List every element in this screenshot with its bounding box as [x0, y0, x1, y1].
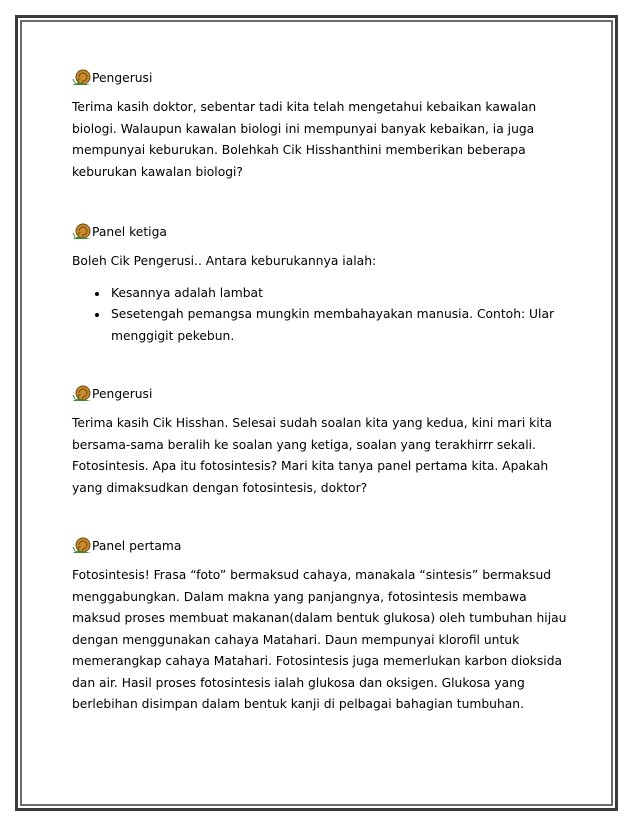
speaker-name: Pengerusi: [92, 70, 153, 85]
dialogue-section: [72, 379, 572, 499]
speaker-heading: [72, 217, 572, 241]
snail-icon: [72, 385, 92, 403]
speaker-name: Panel ketiga: [92, 224, 167, 239]
document-body: [72, 63, 572, 716]
bullet-item: • Kesannya adalah lambat: [109, 283, 572, 305]
dialogue-text: Terima kasih doktor, sebentar tadi kita telah mengetahui kebaikan kawalan biologi. Walaupun kawalan biologi ini mempunyai banyak kebaikan, ia juga mempunyai keburukan. Bolehkah Cik Hisshanthini memberikan beberapa keburukan kawalan biologi?: [72, 100, 537, 179]
dialogue-section: [72, 63, 572, 183]
speaker-name: Pengerusi: [92, 386, 153, 401]
dialogue-text: Fotosintesis! Frasa “foto” bermaksud cahaya, manakala “sintesis” bermaksud menggabungkan. Dalam makna yang panjangnya, fotosintesis membawa maksud proses membuat makanan(dalam bentuk glukosa) oleh tumbuhan hijau dengan menggunakan cahaya Matahari. Daun mempunyai klorofil untuk memerangkap cahaya Matahari. Fotosintesis juga memerlukan karbon dioksida dan air. Hasil proses fotosintesis ialah glukosa dan oksigen. Glukosa yang berlebihan disimpan dalam bentuk kanji di pelbagai bahagian tumbuhan.: [72, 568, 567, 711]
speaker-heading: [72, 379, 572, 403]
speaker-name: Panel pertama: [92, 538, 182, 553]
snail-icon: [72, 537, 92, 555]
dialogue-text: Boleh Cik Pengerusi.. Antara keburukannya ialah:: [72, 254, 377, 268]
snail-icon: [72, 223, 92, 241]
snail-icon: [72, 69, 92, 87]
bullet-item: • Sesetengah pemangsa mungkin membahayakan manusia. Contoh: Ular menggigit pekebun.: [109, 304, 572, 347]
dialogue-section: [72, 531, 572, 716]
speaker-heading: [72, 63, 572, 87]
dialogue-text: Terima kasih Cik Hisshan. Selesai sudah soalan kita yang kedua, kini mari kita bersama-sama beralih ke soalan yang ketiga, soalan yang terakhirrr sekali. Fotosintesis. Apa itu fotosintesis? Mari kita tanya panel pertama kita. Apakah yang dimaksudkan dengan fotosintesis, doktor?: [72, 416, 553, 495]
speaker-heading: [72, 531, 572, 555]
bullet-list: [72, 283, 572, 348]
dialogue-section: [72, 217, 572, 347]
